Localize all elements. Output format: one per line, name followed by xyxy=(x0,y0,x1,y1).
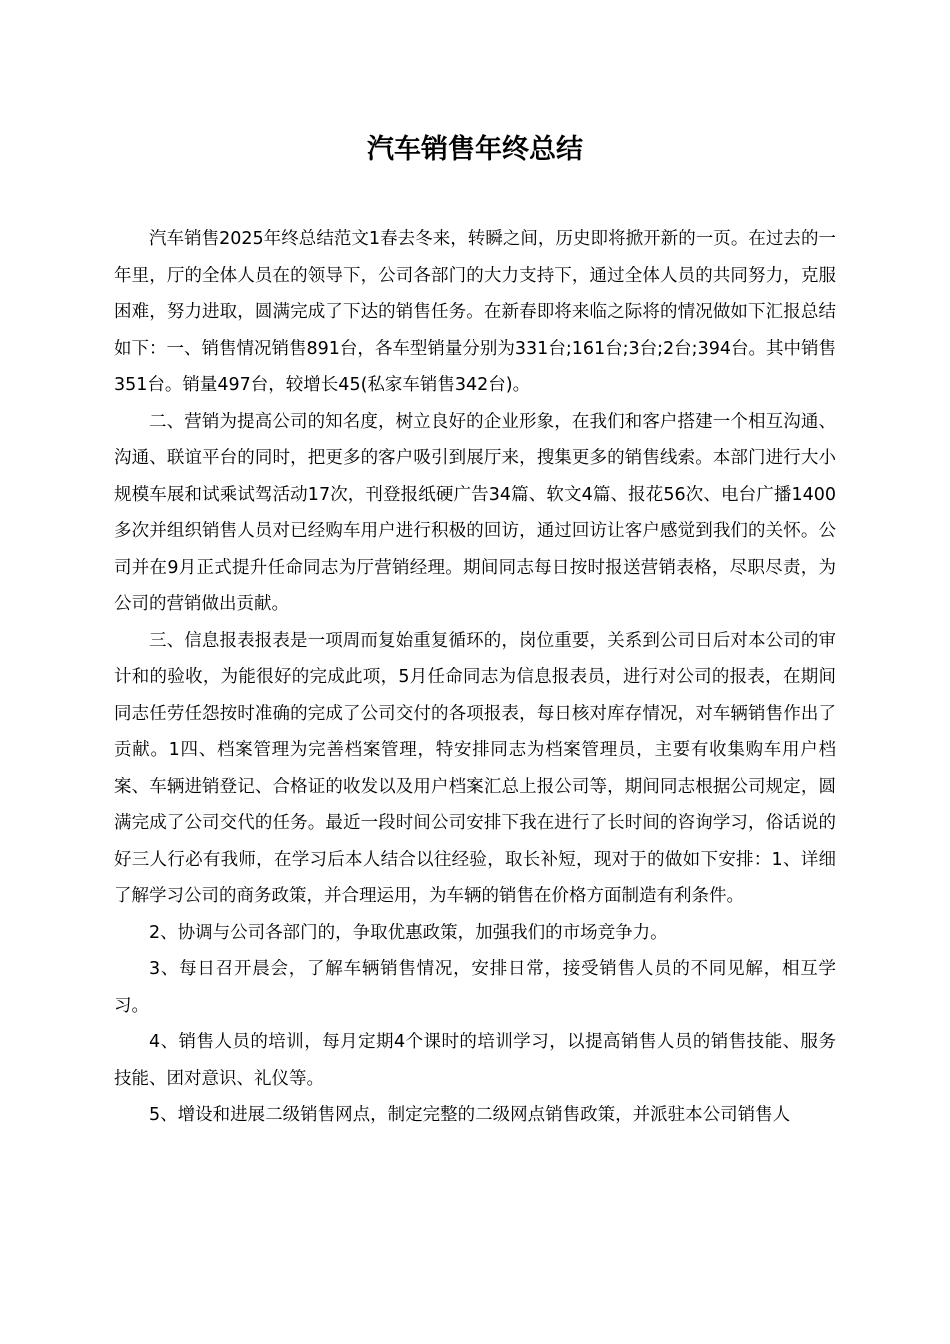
paragraph-plan-item-3: 3、每日召开晨会，了解车辆销售情况，安排日常，接受销售人员的不同见解，相互学习。 xyxy=(114,959,836,1016)
document-title: 汽车销售年终总结 xyxy=(367,134,583,165)
paragraph-plan-item-4: 4、销售人员的培训，每月定期4个课时的培训学习，以提高销售人员的销售技能、服务技能、团对意识、礼仪等。 xyxy=(114,1032,836,1089)
paragraph-intro-sales: 汽车销售2025年终总结范文1春去冬来，转瞬之间，历史即将掀开新的一页。在过去的一年里，厅的全体人员在的领导下，公司各部门的大力支持下，通过全体人员的共同努力，克服困难，努力进取，圆满完成了下达的销售任务。在新春即将来临之际将的情况做如下汇报总结如下：一、销售情况销售891台，各车型销量分别为331台;161台;3台;2台;394台。其中销售351台。销量497台，较增长45(私家车销售342台)。 xyxy=(114,229,836,395)
document-body xyxy=(114,221,836,1134)
paragraph-marketing: 二、营销为提高公司的知名度，树立良好的企业形象，在我们和客户搭建一个相互沟通、沟通、联谊平台的同时，把更多的客户吸引到展厅来，搜集更多的销售线索。本部门进行大小规模车展和试乘试驾活动17次，刊登报纸硬广告34篇、软文4篇、报花56次、电台广播1400多次并组织销售人员对已经购车用户进行积极的回访，通过回访让客户感觉到我们的关怀。公司并在9月正式提升任命同志为厅营销经理。期间同志每日按时报送营销表格，尽职尽责，为公司的营销做出贡献。 xyxy=(114,411,836,614)
paragraph-plan-item-5: 5、增设和进展二级销售网点，制定完整的二级网点销售政策，并派驻本公司销售人 xyxy=(149,1105,791,1125)
paragraph-plan-item-2: 2、协调与公司各部门的，争取优惠政策，加强我们的市场竞争力。 xyxy=(149,922,668,943)
paragraph-reports-archives: 三、信息报表报表是一项周而复始重复循环的，岗位重要，关系到公司日后对本公司的审计和的验收，为能很好的完成此项，5月任命同志为信息报表员，进行对公司的报表，在期间同志任劳任怨按时准确的完成了公司交付的各项报表，每日核对库存情况，对车辆销售作出了贡献。1四、档案管理为完善档案管理，特安排同志为档案管理员，主要有收集购车用户档案、车辆进销登记、合格证的收发以及用户档案汇总上报公司等，期间同志根据公司规定，圆满完成了公司交代的任务。最近一段时间公司安排下我在进行了长时间的咨询学习，俗话说的好三人行必有我师，在学习后本人结合以往经验，取长补短，现对于的做如下安排：1、详细了解学习公司的商务政策，并合理运用，为车辆的销售在价格方面制造有利条件。 xyxy=(114,630,836,906)
